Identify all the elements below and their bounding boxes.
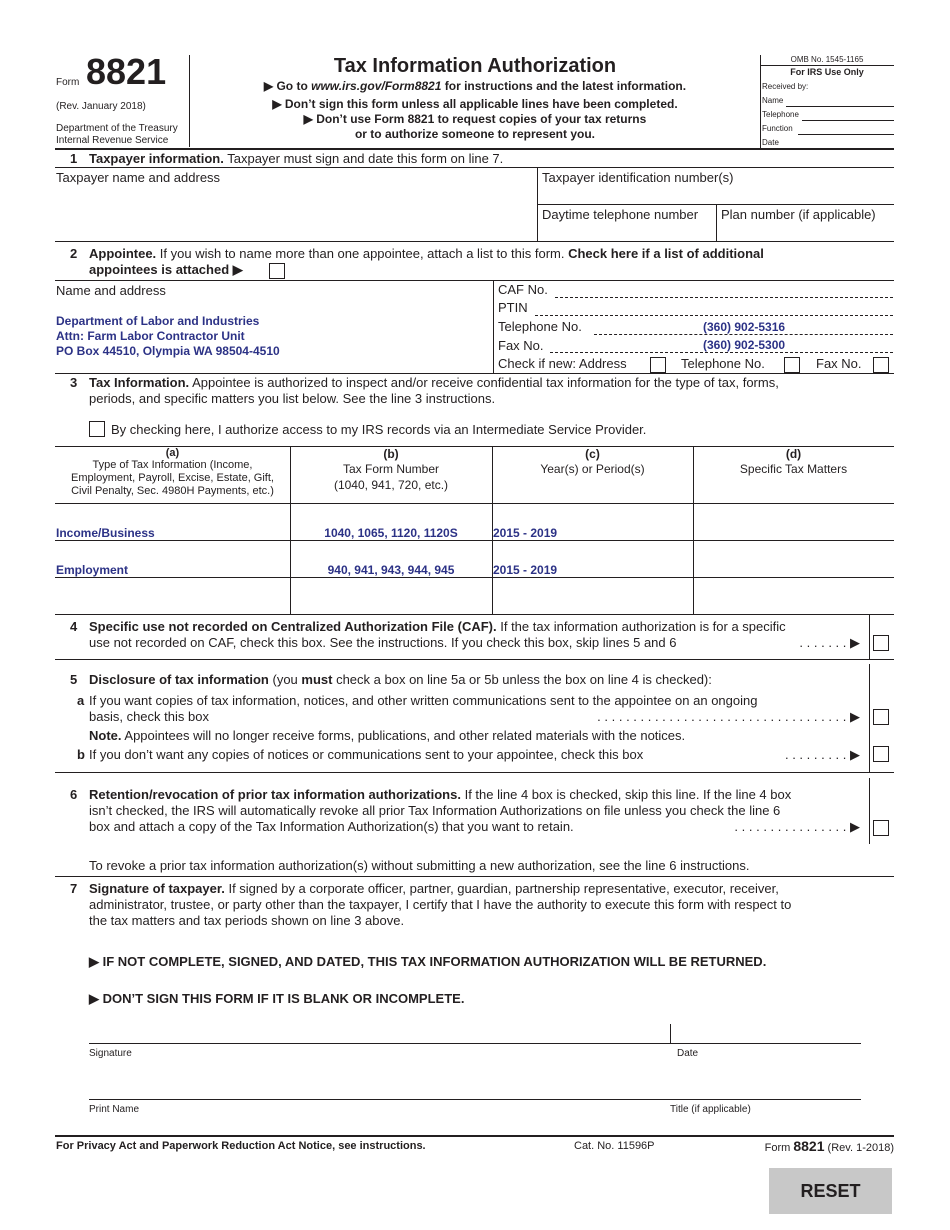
col-d-letter: (d) (785, 447, 802, 461)
col-a-header-1: Type of Tax Information (Income, (92, 459, 253, 471)
caf-field[interactable] (555, 297, 893, 298)
line-5a-checkbox[interactable] (873, 709, 889, 725)
header-warning-2: ▶ Don’t use Form 8821 to request copies of your tax returns (303, 112, 647, 126)
daytime-phone-label: Daytime telephone number (542, 207, 699, 222)
fax-label: Fax No. (498, 338, 544, 353)
line-6-number: 6 (70, 787, 78, 802)
line-5a-leader: . . . . . . . . . . . . . . . . . . . . . . . . . . . . . . . . . . . ▶ (597, 709, 860, 724)
agency: Internal Revenue Service (56, 135, 169, 146)
appointee-name-label: Name and address (56, 283, 166, 298)
line-3-heading: Tax Information. Appointee is authorized to inspect and/or receive confidential tax information for the type of tax, forms, periods, and specific matters you list below. See the line 3 instructions. (89, 375, 779, 406)
caf-label: CAF No. (498, 282, 548, 297)
col-a-header-2: Employment, Payroll, Excise, Estate, Gift, (71, 472, 274, 484)
new-fax-label: Fax No. (816, 356, 862, 371)
telephone-field[interactable] (594, 334, 893, 335)
col-b-header-1: Tax Form Number (342, 462, 440, 476)
line-3-number: 3 (70, 375, 78, 390)
check-if-new-label: Check if new: Address (498, 356, 627, 371)
row-1-years: 2015 - 2019 (493, 526, 558, 540)
line-7-warning-1: ▶ IF NOT COMPLETE, SIGNED, AND DATED, THIS TAX INFORMATION AUTHORIZATION WILL BE RETURNED. (89, 954, 767, 969)
irs-name-label: Name (762, 96, 784, 105)
irs-use-only: For IRS Use Only (790, 67, 864, 77)
irs-url[interactable]: www.irs.gov/Form8821 (311, 79, 442, 93)
line-7-number: 7 (70, 881, 78, 896)
row-1-forms: 1040, 1065, 1120, 1120S (324, 526, 458, 540)
new-address-checkbox[interactable] (650, 357, 666, 373)
irs-date-label: Date (762, 138, 779, 147)
catalog-number: Cat. No. 11596P (574, 1140, 655, 1152)
line-1-heading: Taxpayer information. Taxpayer must sign and date this form on line 7. (89, 151, 504, 166)
print-name-field[interactable] (89, 1079, 667, 1098)
isp-checkbox[interactable] (89, 421, 105, 437)
reset-button[interactable]: RESET (769, 1168, 892, 1214)
line-5a-text-1: If you want copies of tax information, notices, and other written communications sent to the appointee on an ongoing (89, 693, 758, 708)
line-6-revoke-note: To revoke a prior tax information authorization(s) without submitting a new authorization, see the line 6 instructions. (89, 858, 750, 873)
col-d-header: Specific Tax Matters (739, 462, 848, 476)
header-warning-1: ▶ Don’t sign this form unless all applicable lines have been completed. (272, 97, 678, 111)
signature-date-field[interactable] (673, 1024, 859, 1043)
line-6-leader: . . . . . . . . . . . . . . . . ▶ (734, 819, 860, 834)
department: Department of the Treasury (56, 123, 178, 134)
fax-field[interactable] (550, 352, 893, 353)
taxpayer-name-label: Taxpayer name and address (56, 170, 221, 185)
plan-number-label: Plan number (if applicable) (721, 207, 876, 222)
title-field[interactable] (673, 1079, 859, 1098)
telephone-label: Telephone No. (498, 319, 582, 334)
line-4-checkbox[interactable] (873, 635, 889, 651)
line-4-number: 4 (70, 619, 78, 634)
new-telephone-checkbox[interactable] (784, 357, 800, 373)
line-5b-leader: . . . . . . . . . ▶ (784, 747, 860, 762)
form-revision: (Rev. January 2018) (56, 101, 146, 112)
tin-label: Taxpayer identification number(s) (542, 170, 734, 185)
line-5-note: Note. Appointees will no longer receive forms, publications, and other related materials with the notices. (89, 728, 686, 743)
line-4-leader: . . . . . . . ▶ (799, 635, 860, 650)
irs-telephone-label: Telephone (762, 110, 799, 119)
col-b-header-2: (1040, 941, 720, etc.) (333, 478, 449, 492)
fax-value: (360) 902-5300 (703, 338, 786, 352)
col-c-letter: (c) (585, 447, 600, 461)
col-a-letter: (a) (165, 447, 180, 459)
date-label: Date (677, 1048, 699, 1059)
form-number: 8821 (86, 51, 167, 92)
privacy-notice: For Privacy Act and Paperwork Reduction Act Notice, see instructions. (56, 1140, 426, 1152)
taxpayer-name-field[interactable] (56, 188, 534, 238)
form-word: Form (56, 77, 80, 88)
line-5a-text-2: basis, check this box (89, 709, 209, 724)
col-b-letter: (b) (383, 447, 399, 461)
ptin-label: PTIN (498, 300, 528, 315)
line-5b-letter: b (77, 747, 85, 762)
line-2-heading: Appointee. If you wish to name more than one appointee, attach a list to this form. Check here if a list of additional appointees is attached ▶ (89, 246, 764, 277)
signature-label: Signature (89, 1048, 132, 1059)
row-1-type: Income/Business (56, 526, 155, 540)
irs-function-label: Function (762, 124, 793, 133)
col-c-header: Year(s) or Period(s) (540, 462, 645, 476)
appointee-line-2: Attn: Farm Labor Contractor Unit (56, 329, 245, 343)
line-5-number: 5 (70, 672, 78, 687)
line-5-heading: Disclosure of tax information (you must check a box on line 5a or 5b unless the box on line 4 is checked): (89, 672, 712, 687)
received-by-label: Received by: (762, 82, 809, 91)
line-2-number: 2 (70, 246, 78, 261)
instructions-link-line: ▶ Go to www.irs.gov/Form8821 for instructions and the latest information. (263, 79, 687, 93)
title-label: Title (if applicable) (670, 1104, 751, 1115)
new-telephone-label: Telephone No. (681, 356, 765, 371)
line-7-warning-2: ▶ DON’T SIGN THIS FORM IF IT IS BLANK OR INCOMPLETE. (89, 991, 465, 1006)
line-6-text: Retention/revocation of prior tax information authorizations. If the line 4 box is checked, skip this line. If the line 4 box isn’t checked, the IRS will automatically revoke all prior Tax Information Authorizations on file unless you check the line 6 box and attach a copy of the Tax Information Authorization(s) that you want to retain. (89, 787, 792, 834)
line-1-number: 1 (70, 151, 78, 166)
appointee-line-3: PO Box 44510, Olympia WA 98504-4510 (56, 344, 280, 358)
line-5b-text: If you don’t want any copies of notices or communications sent to your appointee, check this box (89, 747, 644, 762)
tin-field[interactable] (540, 188, 892, 203)
line-4-text: Specific use not recorded on Centralized Authorization File (CAF). If the tax information authorization is for a specific use not recorded on CAF, check this box. See the instructions. If you check this box, skip lines 5 and 6 (89, 619, 786, 650)
isp-label: By checking here, I authorize access to my IRS records via an Intermediate Service Provider. (111, 422, 647, 437)
line-6-checkbox[interactable] (873, 820, 889, 836)
page-title: Tax Information Authorization (333, 55, 617, 77)
row-2-forms: 940, 941, 943, 944, 945 (327, 563, 455, 577)
line-5b-checkbox[interactable] (873, 746, 889, 762)
appointee-line-1: Department of Labor and Industries (56, 314, 260, 328)
row-2-years: 2015 - 2019 (493, 563, 558, 577)
new-fax-checkbox[interactable] (873, 357, 889, 373)
ptin-field[interactable] (535, 315, 893, 316)
footer-form-id: Form 8821 (Rev. 1-2018) (764, 1138, 894, 1154)
additional-appointees-checkbox[interactable] (269, 263, 285, 279)
row-2-type: Employment (56, 563, 129, 577)
header-warning-3: or to authorize someone to represent you. (354, 127, 596, 141)
line-5a-letter: a (77, 693, 85, 708)
col-a-header-3: Civil Penalty, Sec. 4980H Payments, etc.) (71, 485, 274, 497)
print-name-label: Print Name (89, 1104, 140, 1115)
telephone-value: (360) 902-5316 (703, 320, 786, 334)
signature-field[interactable] (89, 1024, 667, 1043)
omb-number: OMB No. 1545-1165 (790, 55, 864, 64)
line-7-text: Signature of taxpayer. If signed by a corporate officer, partner, guardian, partnership representative, executor, receiver, administrator, trustee, or party other than the taxpayer, I certify that I have the authority to execute this form with respect to the tax matters and tax periods shown on line 3 above. (89, 881, 792, 928)
